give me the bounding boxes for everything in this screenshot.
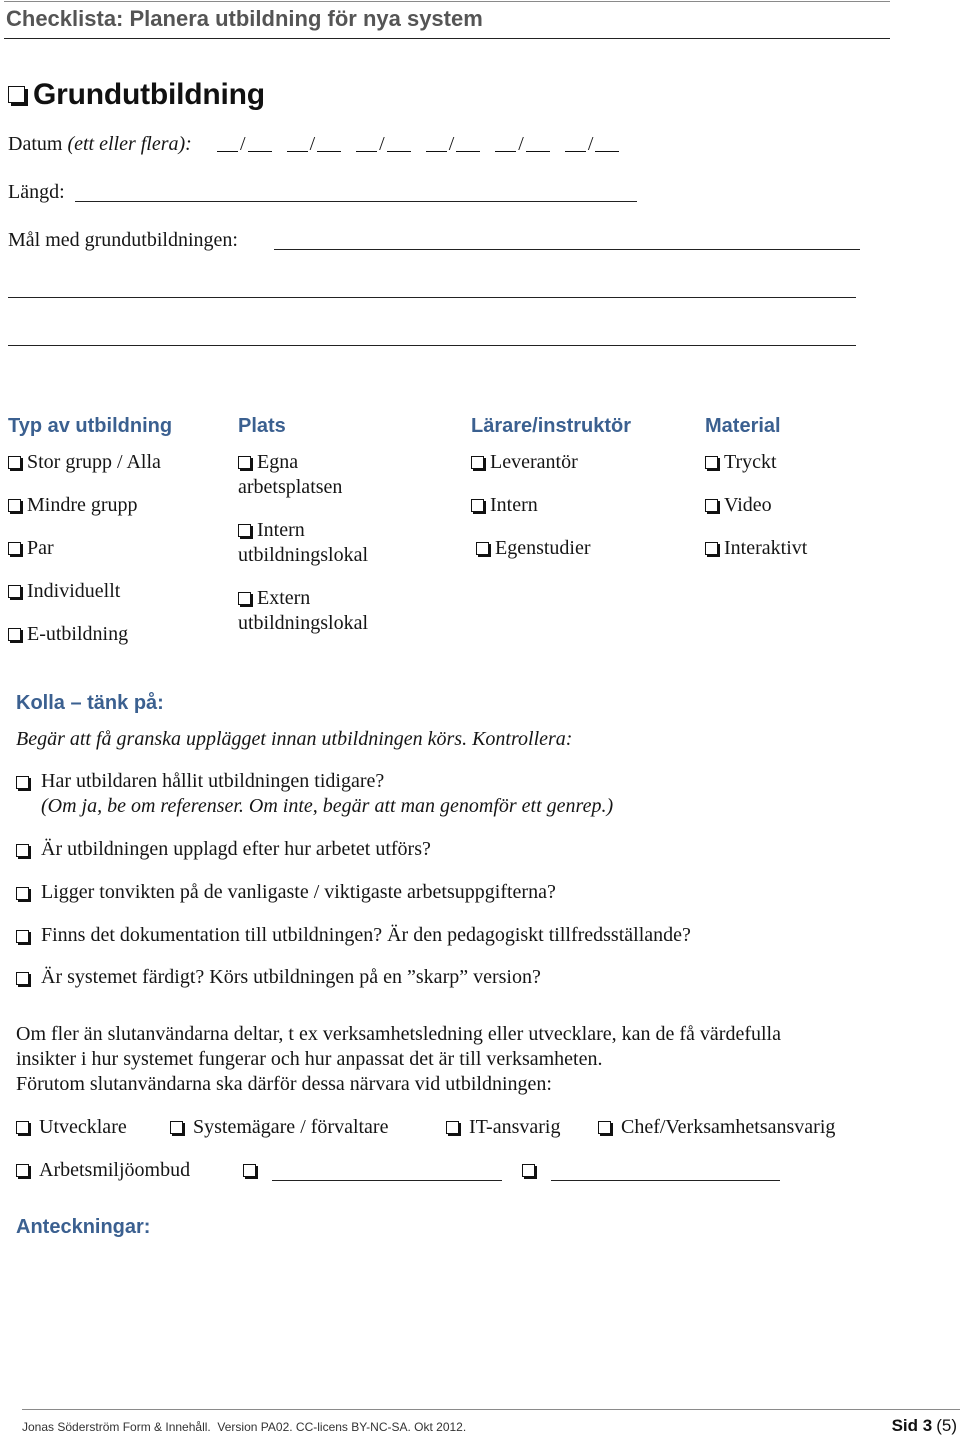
option-individuellt [8,579,120,604]
option-label: Intern utbildningslokal [238,519,368,566]
option-egna-arbetsplatsen [238,450,398,500]
check-item [16,965,541,990]
check-item-note: (Om ja, be om referenser. Om inte, begär att man genomför ett genrep.) [41,795,614,817]
langd-fill-line [75,201,637,202]
checkbox-icon [8,456,21,469]
blank-fill-line [272,1180,502,1181]
section-heading [8,76,265,114]
option-video [705,493,772,518]
participant-option-blank [522,1158,541,1183]
participants-paragraph-line: Förutom slutanvändarna ska därför dessa närvara vid utbildningen: [16,1073,552,1095]
checkbox-icon [16,887,29,900]
date-blank: / [356,132,411,157]
date-blank: / [495,132,550,157]
check-item [16,923,691,948]
option-par [8,536,54,561]
checkbox-icon [238,456,251,469]
participant-option-it-ansvarig [446,1115,560,1140]
checkbox-icon [8,542,21,555]
option-label: Par [27,537,54,559]
checkbox-icon [16,972,29,985]
mal-fill-line-2 [8,297,856,298]
page-total: (5) [936,1416,957,1435]
option-label: Egna arbetsplatsen [238,451,343,498]
header-top-rule [4,1,890,2]
option-leverantor [471,450,578,475]
checkbox-icon [238,592,251,605]
column-heading-plats: Plats [238,415,286,437]
date-blank: / [287,132,342,157]
option-label: Intern [490,494,538,516]
page-label: Sid 3 [891,1416,933,1435]
option-label: E-utbildning [27,623,129,645]
option-label: Systemägare / förvaltare [193,1116,389,1138]
check-item-text: Är utbildningen upplagd efter hur arbetet utförs? [41,838,431,860]
participant-option-arbetsmiljoombud [16,1158,190,1183]
check-item [16,837,431,862]
checkbox-icon [8,86,25,103]
participants-paragraph-line: Om fler än slutanvändarna deltar, t ex verksamhetsledning eller utvecklare, kan de få värdefulla [16,1023,781,1045]
footer-rule [22,1409,960,1410]
checkbox-icon [243,1164,256,1177]
participant-option-utvecklare [16,1115,127,1140]
check-item [16,880,556,905]
participants-paragraph-line: insikter i hur systemet fungerar och hur anpassat det är till verksamheten. [16,1048,603,1070]
option-intern [471,493,538,518]
column-heading-material: Material [705,415,781,437]
checkbox-icon [16,1164,29,1177]
option-e-utbildning [8,622,128,647]
option-mindre-grupp [8,493,138,518]
participant-option-systemagare [170,1115,388,1140]
datum-hint: (ett eller flera): [67,133,192,155]
column-heading-larare: Lärare/instruktör [471,415,632,437]
date-blanks [217,132,634,157]
check-item-text: Ligger tonvikten på de vanligaste / viktigaste arbetsuppgifterna? [41,881,556,903]
page-number [892,1415,957,1437]
document-title: Checklista: Planera utbildning för nya system [6,6,483,31]
option-egenstudier [476,536,591,561]
option-label: Mindre grupp [27,494,138,516]
option-label: Stor grupp / Alla [27,451,161,473]
option-label: Tryckt [724,451,777,473]
checkbox-icon [16,930,29,943]
option-tryckt [705,450,777,475]
checkbox-icon [16,1121,29,1134]
section-title: Grundutbildning [33,78,265,111]
date-blank: / [565,132,620,157]
checkbox-icon [471,499,484,512]
option-label: Extern utbildningslokal [238,587,368,634]
check-item [16,769,384,794]
mal-fill-line-3 [8,345,856,346]
check-item-text: Finns det dokumentation till utbildningen? Är den pedagogiskt tillfredsställande? [41,924,691,946]
checkbox-icon [705,499,718,512]
check-item-text: Har utbildaren hållit utbildningen tidigare? [41,770,385,792]
checkbox-icon [16,844,29,857]
option-label: Chef/Verksamhetsansvarig [621,1116,836,1138]
check-intro: Begär att få granska upplägget innan utbildningen körs. Kontrollera: [16,728,573,750]
checkbox-icon [8,499,21,512]
option-extern-lokal [238,586,398,636]
check-item-text: Är systemet färdigt? Körs utbildningen på en ”skarp” version? [41,966,541,988]
checkbox-icon [8,628,21,641]
option-label: IT-ansvarig [469,1116,561,1138]
checkbox-icon [705,456,718,469]
check-heading: Kolla – tänk på: [16,692,164,714]
checkbox-icon [16,776,29,789]
datum-label-text: Datum [8,133,63,155]
participant-option-blank [243,1158,262,1183]
checkbox-icon [238,524,251,537]
checkbox-icon [705,542,718,555]
option-label: Utvecklare [39,1116,127,1138]
checkbox-icon [8,585,21,598]
option-stor-grupp [8,450,161,475]
option-label: Egenstudier [495,537,591,559]
langd-label: Längd: [8,181,65,203]
date-blank: / [217,132,272,157]
option-label: Arbetsmiljöombud [39,1159,191,1181]
checkbox-icon [446,1121,459,1134]
column-heading-typ: Typ av utbildning [8,415,173,437]
option-label: Individuellt [27,580,121,602]
checkbox-icon [471,456,484,469]
checkbox-icon [170,1121,183,1134]
mal-label: Mål med grundutbildningen: [8,229,238,251]
mal-fill-line [274,249,860,250]
option-label: Interaktivt [724,537,808,559]
blank-fill-line [551,1180,780,1181]
datum-label [8,132,192,157]
notes-heading: Anteckningar: [16,1216,151,1238]
checkbox-icon [598,1121,611,1134]
header-bottom-rule [4,38,890,39]
option-interaktivt [705,536,807,561]
checkbox-icon [522,1164,535,1177]
date-blank: / [426,132,481,157]
option-intern-lokal [238,518,398,568]
option-label: Video [724,494,772,516]
footer-credit: Jonas Söderström Form & Innehåll. Version PA02. CC-licens BY-NC-SA. Okt 2012. [22,1420,467,1434]
checkbox-icon [476,542,489,555]
option-label: Leverantör [490,451,578,473]
participant-option-chef [598,1115,835,1140]
